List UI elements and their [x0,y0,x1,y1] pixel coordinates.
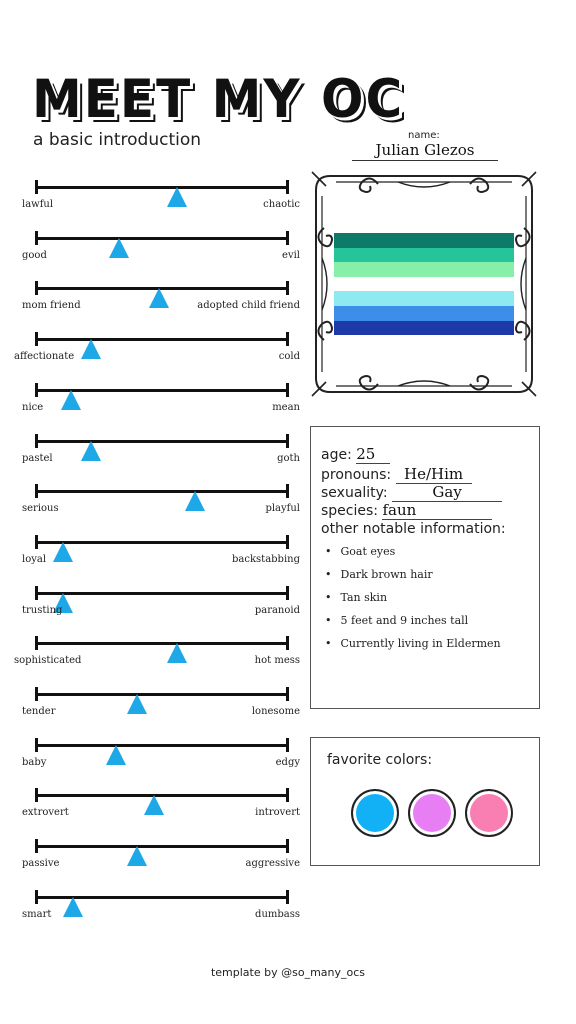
trait-slider [0,738,310,788]
slider-left-label: serious [22,503,59,515]
trait-slider [0,586,310,636]
slider-tick [35,738,38,752]
page-subtitle: a basic introduction [33,130,202,150]
slider-track [35,440,289,443]
slider-marker-icon [61,390,81,410]
flag-stripe [334,321,514,336]
slider-left-label: passive [22,858,60,870]
slider-tick [35,839,38,853]
note-item: • Tan skin [325,591,501,614]
slider-left-label: affectionate [14,351,75,363]
slider-left-label: trusting [22,604,63,616]
note-item: • 5 feet and 9 inches tall [325,614,501,637]
slider-tick [35,535,38,549]
color-swatch [351,789,399,837]
note-item: • Currently living in Eldermen [325,637,501,660]
slider-right-label: cold [278,351,300,363]
slider-marker-icon [127,846,147,866]
slider-tick [35,484,38,498]
slider-tick [286,788,289,802]
trait-slider [0,890,310,940]
trait-slider [0,281,310,331]
slider-track [35,490,289,493]
slider-right-label: aggressive [245,858,300,870]
slider-tick [35,281,38,295]
slider-tick [286,890,289,904]
slider-right-label: lonesome [251,706,300,717]
color-swatch [465,789,513,837]
slider-marker-icon [81,339,101,359]
slider-tick [286,839,289,853]
trait-slider [0,788,310,838]
slider-track [35,338,289,341]
slider-track [35,642,289,645]
slider-marker-icon [167,643,187,663]
slider-tick [35,788,38,802]
favorite-colors-label: favorite colors: [327,752,433,768]
slider-track [35,592,289,595]
pride-flag [334,233,514,335]
pronouns-value: He/Him [396,465,472,484]
slider-tick [35,332,38,346]
slider-left-label: loyal [22,553,47,565]
flag-stripe [334,248,514,263]
slider-tick [35,687,38,701]
slider-right-label: chaotic [263,199,300,210]
slider-marker-icon [167,187,187,207]
slider-marker-icon [149,288,169,308]
page-title: MEET MY OC [32,68,405,130]
slider-left-label: lawful [22,199,54,210]
slider-track [35,845,289,848]
trait-slider [0,231,310,281]
other-info-label: other notable information: [321,521,506,537]
slider-tick [286,434,289,448]
slider-tick [286,383,289,397]
slider-tick [35,231,38,245]
notes-list [325,545,501,660]
slider-marker-icon [63,897,83,917]
slider-right-label: playful [265,503,300,515]
slider-tick [35,434,38,448]
sexuality-label: sexuality: [321,485,388,501]
slider-marker-icon [106,745,126,765]
flag-stripe [334,291,514,306]
slider-tick [35,586,38,600]
slider-left-label: tender [22,706,56,717]
species-row [321,501,492,520]
note-item: • Dark brown hair [325,568,501,591]
trait-slider [0,332,310,382]
slider-left-label: good [22,249,47,261]
slider-track [35,693,289,696]
slider-tick [286,636,289,650]
slider-left-label: nice [22,401,44,413]
flag-stripe [334,277,514,292]
slider-track [35,186,289,189]
color-swatch [408,789,456,837]
slider-tick [35,383,38,397]
slider-tick [286,484,289,498]
slider-left-label: sophisticated [14,655,82,667]
trait-slider [0,484,310,534]
trait-slider [0,434,310,484]
template-credit: template by @so_many_ocs [210,966,366,979]
slider-tick [286,332,289,346]
slider-right-label: goth [277,452,300,464]
slider-track [35,541,289,544]
slider-tick [286,180,289,194]
slider-right-label: adopted child friend [197,300,300,312]
pronouns-row [321,465,472,484]
sexuality-value: Gay [392,483,502,502]
favorite-colors-box [310,737,540,866]
slider-tick [286,738,289,752]
slider-marker-icon [81,441,101,461]
flag-stripe [334,262,514,277]
slider-marker-icon [144,795,164,815]
species-value: faun [382,501,492,520]
flag-stripe [334,306,514,321]
trait-slider [0,687,310,737]
slider-right-label: introvert [255,807,300,819]
slider-right-label: backstabbing [232,553,300,565]
slider-left-label: extrovert [22,807,69,819]
info-box [310,426,540,709]
slider-marker-icon [127,694,147,714]
slider-tick [35,636,38,650]
slider-marker-icon [109,238,129,258]
age-row [321,445,390,464]
slider-tick [35,180,38,194]
slider-right-label: evil [282,249,300,261]
trait-slider [0,636,310,686]
age-value: 25 [356,445,390,464]
name-label: name: [408,130,440,141]
slider-right-label: dumbass [255,908,300,920]
slider-right-label: mean [272,401,300,413]
slider-track [35,237,289,240]
slider-left-label: mom friend [22,300,81,312]
note-item: • Goat eyes [325,545,501,568]
slider-right-label: paranoid [254,604,300,616]
trait-slider [0,839,310,889]
slider-left-label: smart [22,908,52,920]
flag-stripe [334,233,514,248]
slider-right-label: hot mess [254,655,300,667]
slider-tick [286,687,289,701]
sexuality-row [321,483,502,502]
slider-tick [286,281,289,295]
slider-tick [35,890,38,904]
slider-left-label: baby [22,756,47,768]
slider-marker-icon [53,542,73,562]
slider-tick [286,586,289,600]
trait-slider [0,383,310,433]
trait-slider [0,535,310,585]
slider-left-label: pastel [22,452,53,464]
slider-marker-icon [185,491,205,511]
slider-tick [286,535,289,549]
slider-tick [286,231,289,245]
age-label: age: [321,447,352,463]
pronouns-label: pronouns: [321,467,392,483]
slider-track [35,744,289,747]
name-value: Julian Glezos [352,141,498,161]
species-label: species: [321,503,379,519]
slider-right-label: edgy [275,756,300,768]
trait-slider [0,180,310,230]
